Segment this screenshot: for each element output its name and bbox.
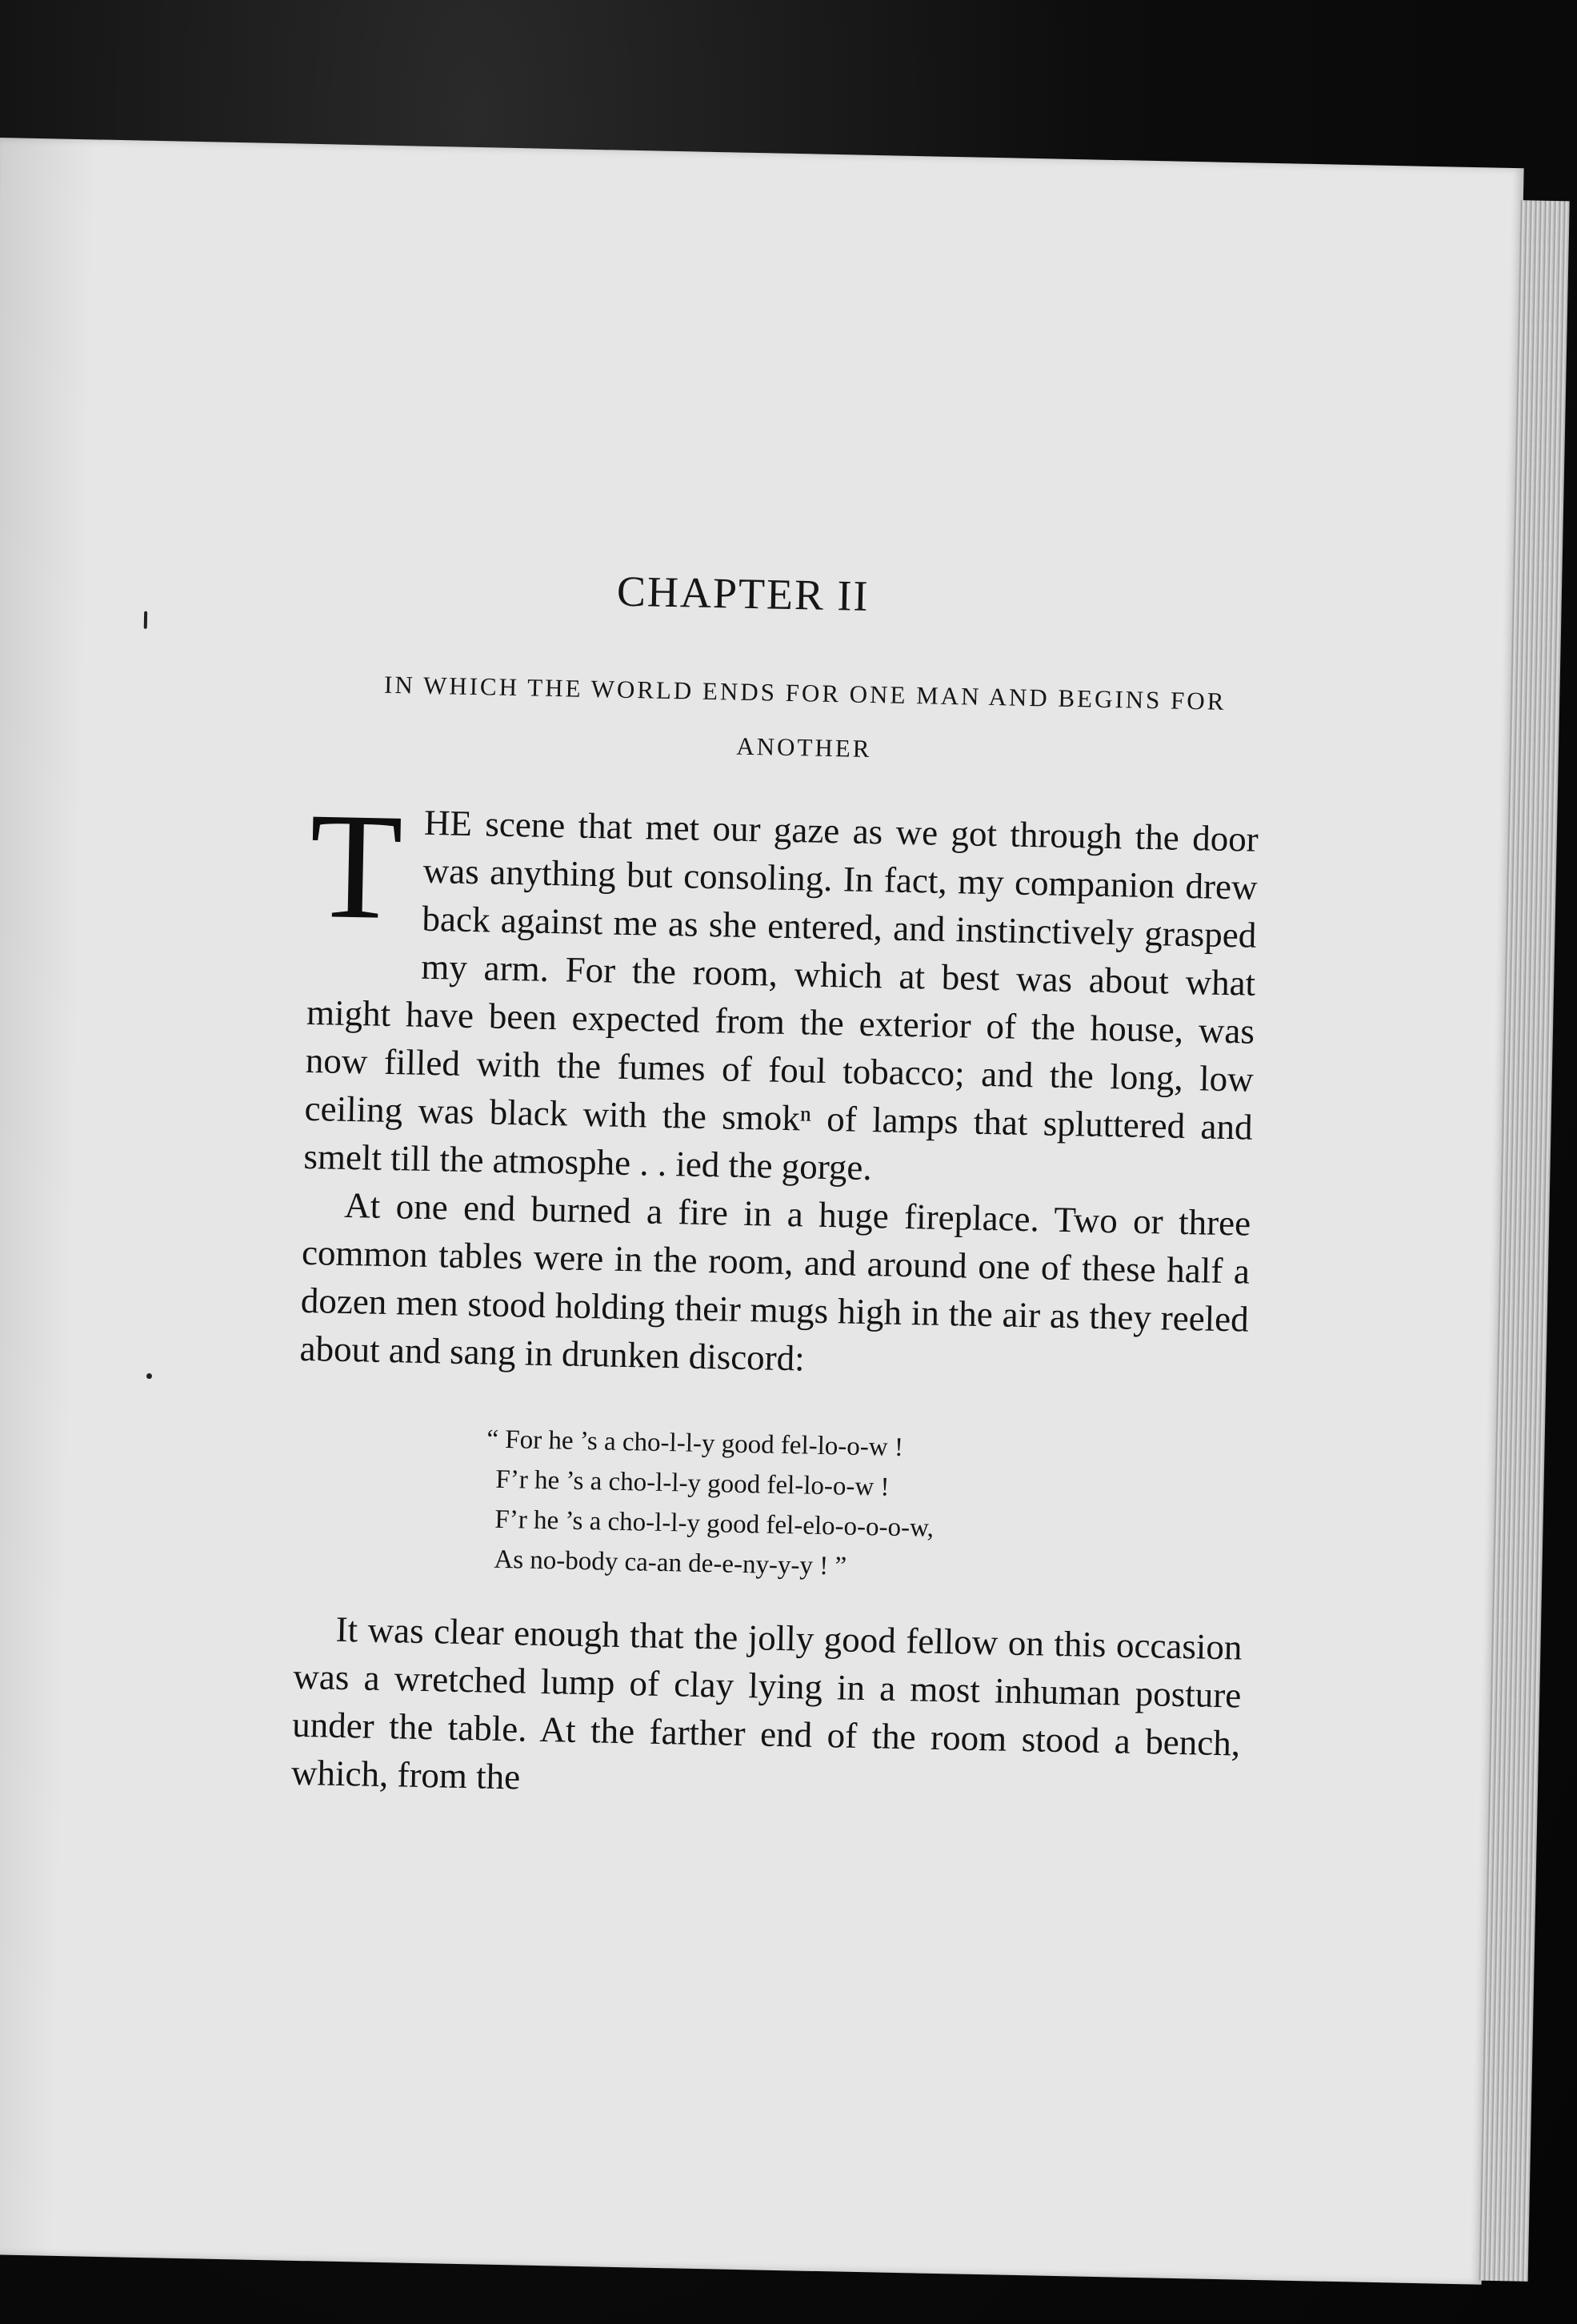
verse-line-4: As no-body ca-an de-e-ny-y-y ! ” xyxy=(494,1545,847,1581)
verse-line-1: “ For he ’s a cho-l-l-y good fel-lo-o-w ! xyxy=(486,1424,904,1462)
ink-speck xyxy=(144,611,147,629)
page-gutter-shadow xyxy=(0,138,96,2256)
paragraph-1 xyxy=(303,781,1259,1200)
paragraph-2: At one end burned a fire in a huge fireplace. Two or three common tables were in the room, and around one of these half a dozen men stood holding their mugs high in the air as they reeled about and sang in drunken discord: xyxy=(299,1184,1251,1379)
chapter-heading: CHAPTER II xyxy=(616,567,871,620)
verse-line-3: F’r he ’s a cho-l-l-y good fel-elo-o-o-o-w, xyxy=(494,1505,935,1543)
ink-speck xyxy=(146,1373,152,1379)
paragraph-1-text: HE scene that met our gaze as we got through the door was anything but consoling. In fact, my companion drew back against me as she entered, and instinctively grasped my arm. For the room, which at best was about what might have been expected from the exterior of the house, was now filled with the fumes of foul tobacco; and the long, low ceiling was black with the smokⁿ of lamps that spluttered and smelt till the atmosphe . . ied the gorge. xyxy=(303,802,1259,1188)
paragraph-3: It was clear enough that the jolly good fellow on this occasion was a wretched lump of clay lying in a most inhuman posture under the table. At the farther end of the room stood a bench, which, from the xyxy=(290,1609,1243,1797)
book-page xyxy=(0,138,1524,2285)
chapter-subtitle: IN WHICH THE WORLD ENDS FOR ONE MAN AND BEGINS FOR ANOTHER xyxy=(383,670,1227,763)
chapter-body xyxy=(290,781,1259,1816)
drop-cap-letter: T xyxy=(307,781,404,952)
verse-line-2: F’r he ’s a cho-l-l-y good fel-lo-o-w ! xyxy=(495,1465,890,1502)
song-verse xyxy=(484,1420,1247,1595)
